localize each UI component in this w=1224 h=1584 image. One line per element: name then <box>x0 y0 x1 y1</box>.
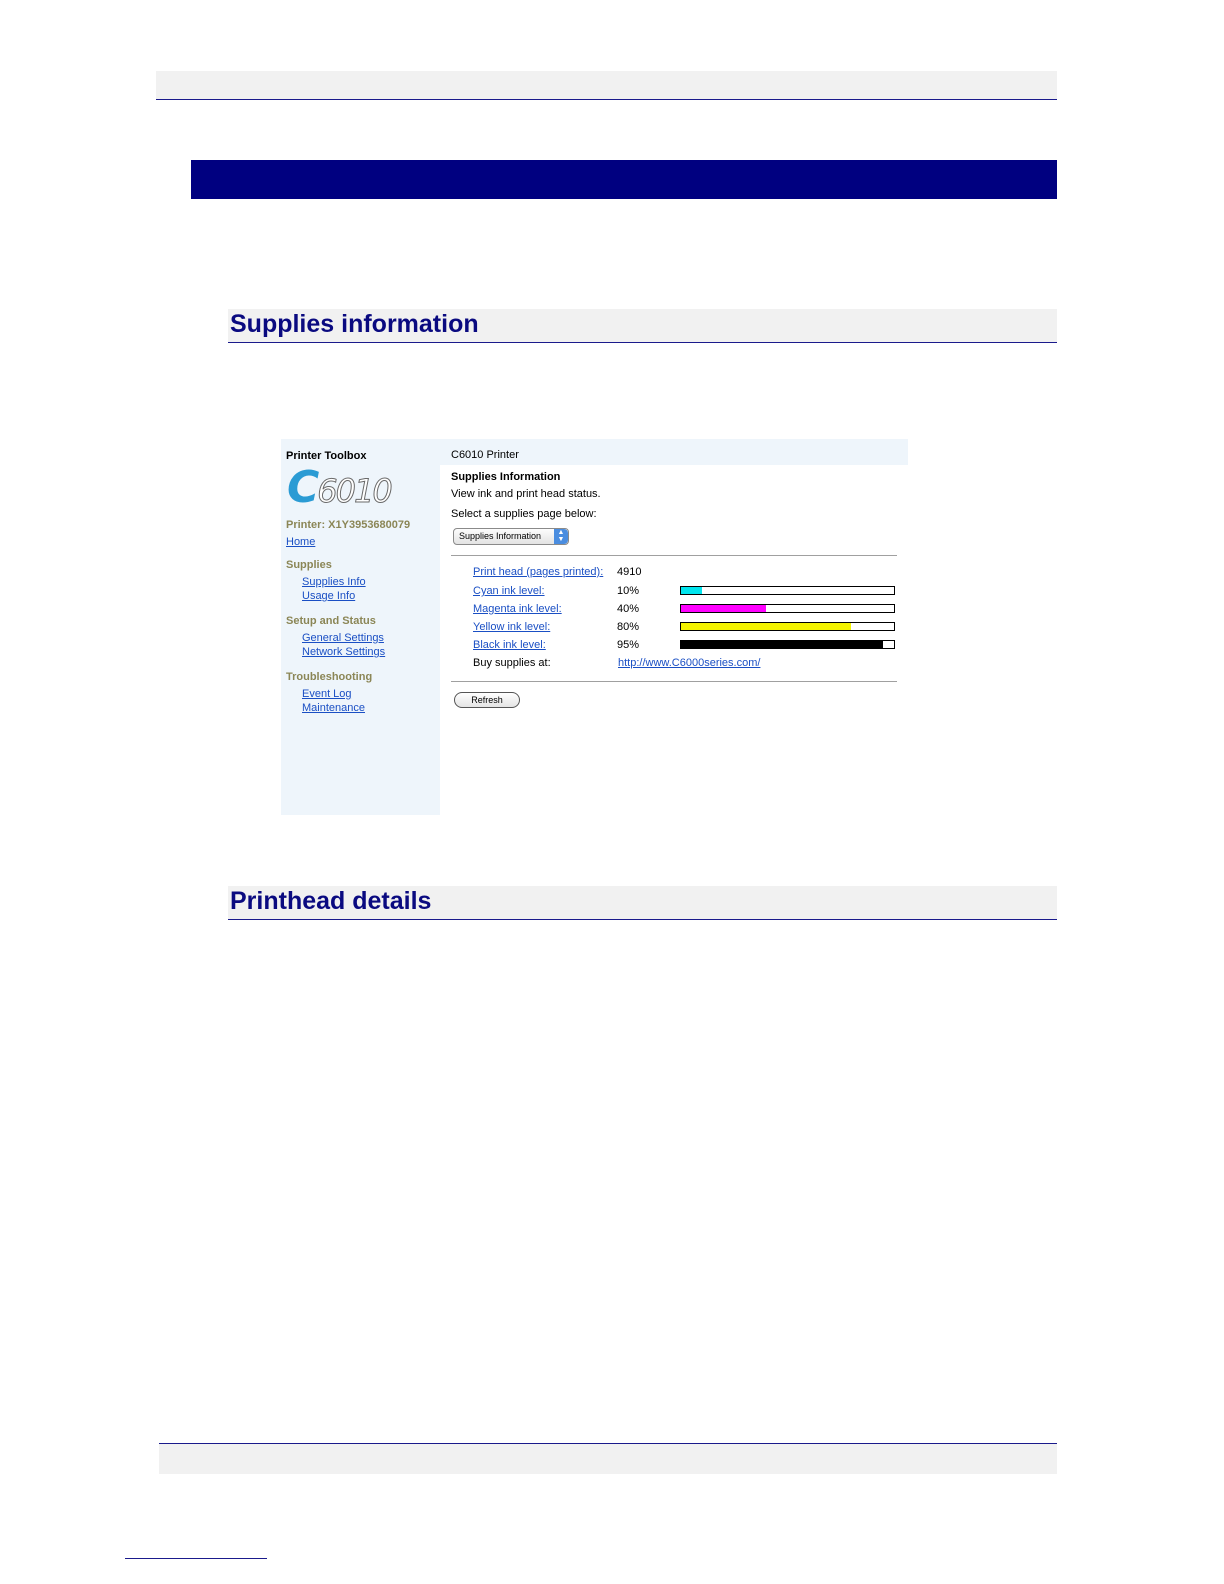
sidebar-group-troubleshooting: Troubleshooting <box>286 671 373 683</box>
section-title: Supplies information <box>230 310 479 338</box>
printer-toolbox-screenshot <box>281 439 908 815</box>
yellow-ink-fill <box>681 623 851 630</box>
sidebar-group-setup: Setup and Status <box>286 615 376 627</box>
c6010-logo: C6010 <box>287 462 391 513</box>
sidebar-link-supplies-info[interactable]: Supplies Info <box>302 576 366 588</box>
sidebar-link-usage-info[interactable]: Usage Info <box>302 590 356 602</box>
black-ink-value: 95% <box>617 639 640 651</box>
sidebar-link-maintenance[interactable]: Maintenance <box>302 702 365 714</box>
buy-supplies-link[interactable]: http://www.C6000series.com/ <box>618 657 761 669</box>
supplies-heading: Supplies Information <box>451 471 561 483</box>
sidebar-link-event-log[interactable]: Event Log <box>302 688 352 700</box>
sidebar-link-network-settings[interactable]: Network Settings <box>302 646 386 658</box>
sidebar-title: Printer Toolbox <box>286 450 367 462</box>
section-title: Printhead details <box>230 887 432 915</box>
magenta-ink-fill <box>681 605 766 612</box>
chapter-title-bar <box>191 160 1057 199</box>
select-value: Supplies Information <box>459 531 542 541</box>
print-head-link[interactable]: Print head (pages printed): <box>473 566 604 578</box>
cyan-ink-link[interactable]: Cyan ink level: <box>473 585 545 597</box>
select-arrows-icon: ▲ ▼ <box>554 529 568 544</box>
black-ink-link[interactable]: Black ink level: <box>473 639 546 651</box>
magenta-ink-link[interactable]: Magenta ink level: <box>473 603 562 615</box>
yellow-ink-link[interactable]: Yellow ink level: <box>473 621 551 633</box>
yellow-ink-bar <box>680 622 895 631</box>
buy-supplies-label: Buy supplies at: <box>473 657 551 669</box>
sidebar-link-home[interactable]: Home <box>286 536 316 548</box>
printer-id: Printer: X1Y3953680079 <box>286 519 411 531</box>
section-heading-supplies <box>228 309 1057 343</box>
select-label: Select a supplies page below: <box>451 508 597 520</box>
divider <box>451 681 897 682</box>
window-title: C6010 Printer <box>451 449 519 461</box>
black-ink-fill <box>681 641 883 648</box>
footnote-rule <box>125 1558 267 1559</box>
print-head-value: 4910 <box>617 566 642 578</box>
black-ink-bar <box>680 640 895 649</box>
supplies-description: View ink and print head status. <box>451 488 601 500</box>
toolbox-sidebar <box>281 439 440 815</box>
magenta-ink-value: 40% <box>617 603 640 615</box>
cyan-ink-bar <box>680 586 895 595</box>
cyan-ink-fill <box>681 587 702 594</box>
magenta-ink-bar <box>680 604 895 613</box>
sidebar-group-supplies: Supplies <box>286 559 332 571</box>
supplies-page-select[interactable] <box>453 528 569 545</box>
page-header-band <box>156 71 1057 100</box>
section-heading-printhead <box>228 886 1057 920</box>
divider <box>451 555 897 556</box>
page-footer-band <box>159 1443 1057 1474</box>
cyan-ink-value: 10% <box>617 585 640 597</box>
refresh-button[interactable]: Refresh <box>454 692 520 708</box>
sidebar-link-general-settings[interactable]: General Settings <box>302 632 384 644</box>
yellow-ink-value: 80% <box>617 621 640 633</box>
